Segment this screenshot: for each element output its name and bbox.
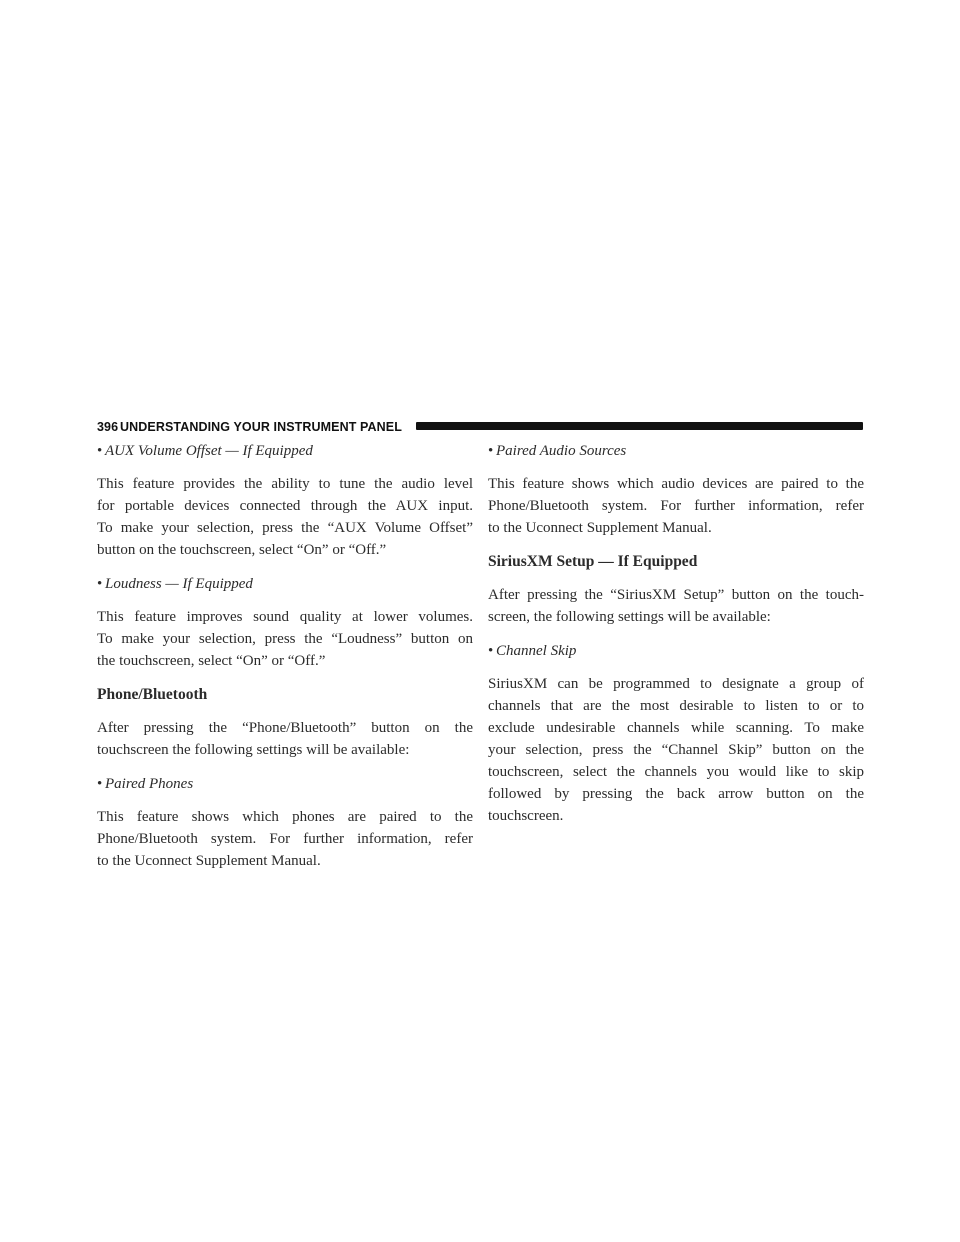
bullet-dot: •: [97, 776, 103, 792]
aux-paragraph: [97, 473, 473, 561]
channel-skip-line-4: your selection, press the “Channel Skip” button on the: [488, 742, 864, 758]
channel-skip-paragraph: [488, 673, 864, 827]
bullet-dot: •: [97, 443, 103, 459]
left-column: [97, 440, 473, 872]
bullet-channel-skip: [488, 640, 864, 662]
header-rule: [416, 422, 863, 430]
loudness-line-1: This feature improves sound quality at lower volumes.: [97, 609, 473, 625]
channel-skip-line-5: touchscreen, select the channels you would like to skip: [488, 764, 864, 780]
channel-skip-line-3: exclude undesirable channels while scanning. To make: [488, 720, 864, 736]
channel-skip-heading: Channel Skip: [496, 643, 577, 659]
page-number: 396: [97, 420, 119, 434]
loudness-line-3: the touchscreen, select “On” or “Off.”: [97, 653, 326, 669]
bullet-dot: •: [97, 576, 103, 592]
bullet-paired-phones: [97, 773, 473, 795]
phone-line-1: After pressing the “Phone/Bluetooth” button on the: [97, 720, 473, 736]
bullet-paired-audio-sources: [488, 440, 864, 462]
phone-paragraph: [97, 717, 473, 761]
loudness-line-2: To make your selection, press the “Loudness” button on: [97, 631, 473, 647]
paired-phones-line-1: This feature shows which phones are paired to the: [97, 809, 473, 825]
bullet-dot: •: [488, 643, 494, 659]
aux-line-4: button on the touchscreen, select “On” or “Off.”: [97, 542, 387, 558]
loudness-heading: Loudness — If Equipped: [105, 576, 253, 592]
paired-phones-heading: Paired Phones: [105, 776, 194, 792]
paired-audio-line-3: to the Uconnect Supplement Manual.: [488, 520, 712, 536]
aux-heading: AUX Volume Offset — If Equipped: [105, 443, 313, 459]
page-header: [97, 419, 863, 435]
bullet-loudness: [97, 573, 473, 595]
aux-line-3: To make your selection, press the “AUX Volume Offset”: [97, 520, 473, 536]
paired-audio-line-2: Phone/Bluetooth system. For further information, refer: [488, 498, 864, 514]
channel-skip-line-1: SiriusXM can be programmed to designate a group of: [488, 676, 864, 692]
paired-phones-paragraph: [97, 806, 473, 872]
phone-line-2: touchscreen the following settings will be available:: [97, 742, 410, 758]
siriusxm-setup-heading: SiriusXM Setup — If Equipped: [488, 553, 698, 570]
bullet-aux-volume-offset: [97, 440, 473, 462]
siriusxm-line-2: screen, the following settings will be available:: [488, 609, 771, 625]
aux-line-1: This feature provides the ability to tune the audio level: [97, 476, 473, 492]
siriusxm-paragraph: [488, 584, 864, 628]
loudness-paragraph: [97, 606, 473, 672]
channel-skip-line-7: touchscreen.: [488, 808, 564, 824]
section-title: UNDERSTANDING YOUR INSTRUMENT PANEL: [120, 420, 402, 434]
channel-skip-line-2: channels that are the most desirable to listen to or to: [488, 698, 864, 714]
paired-audio-paragraph: [488, 473, 864, 539]
aux-line-2: for portable devices connected through the AUX input.: [97, 498, 473, 514]
right-column: [488, 440, 864, 827]
paired-audio-line-1: This feature shows which audio devices are paired to the: [488, 476, 864, 492]
channel-skip-line-6: followed by pressing the back arrow button on the: [488, 786, 864, 802]
paired-audio-heading: Paired Audio Sources: [496, 443, 627, 459]
paired-phones-line-3: to the Uconnect Supplement Manual.: [97, 853, 321, 869]
siriusxm-line-1: After pressing the “SiriusXM Setup” button on the touch-: [488, 587, 864, 603]
phone-bluetooth-heading: Phone/Bluetooth: [97, 686, 208, 703]
bullet-dot: •: [488, 443, 494, 459]
paired-phones-line-2: Phone/Bluetooth system. For further information, refer: [97, 831, 473, 847]
